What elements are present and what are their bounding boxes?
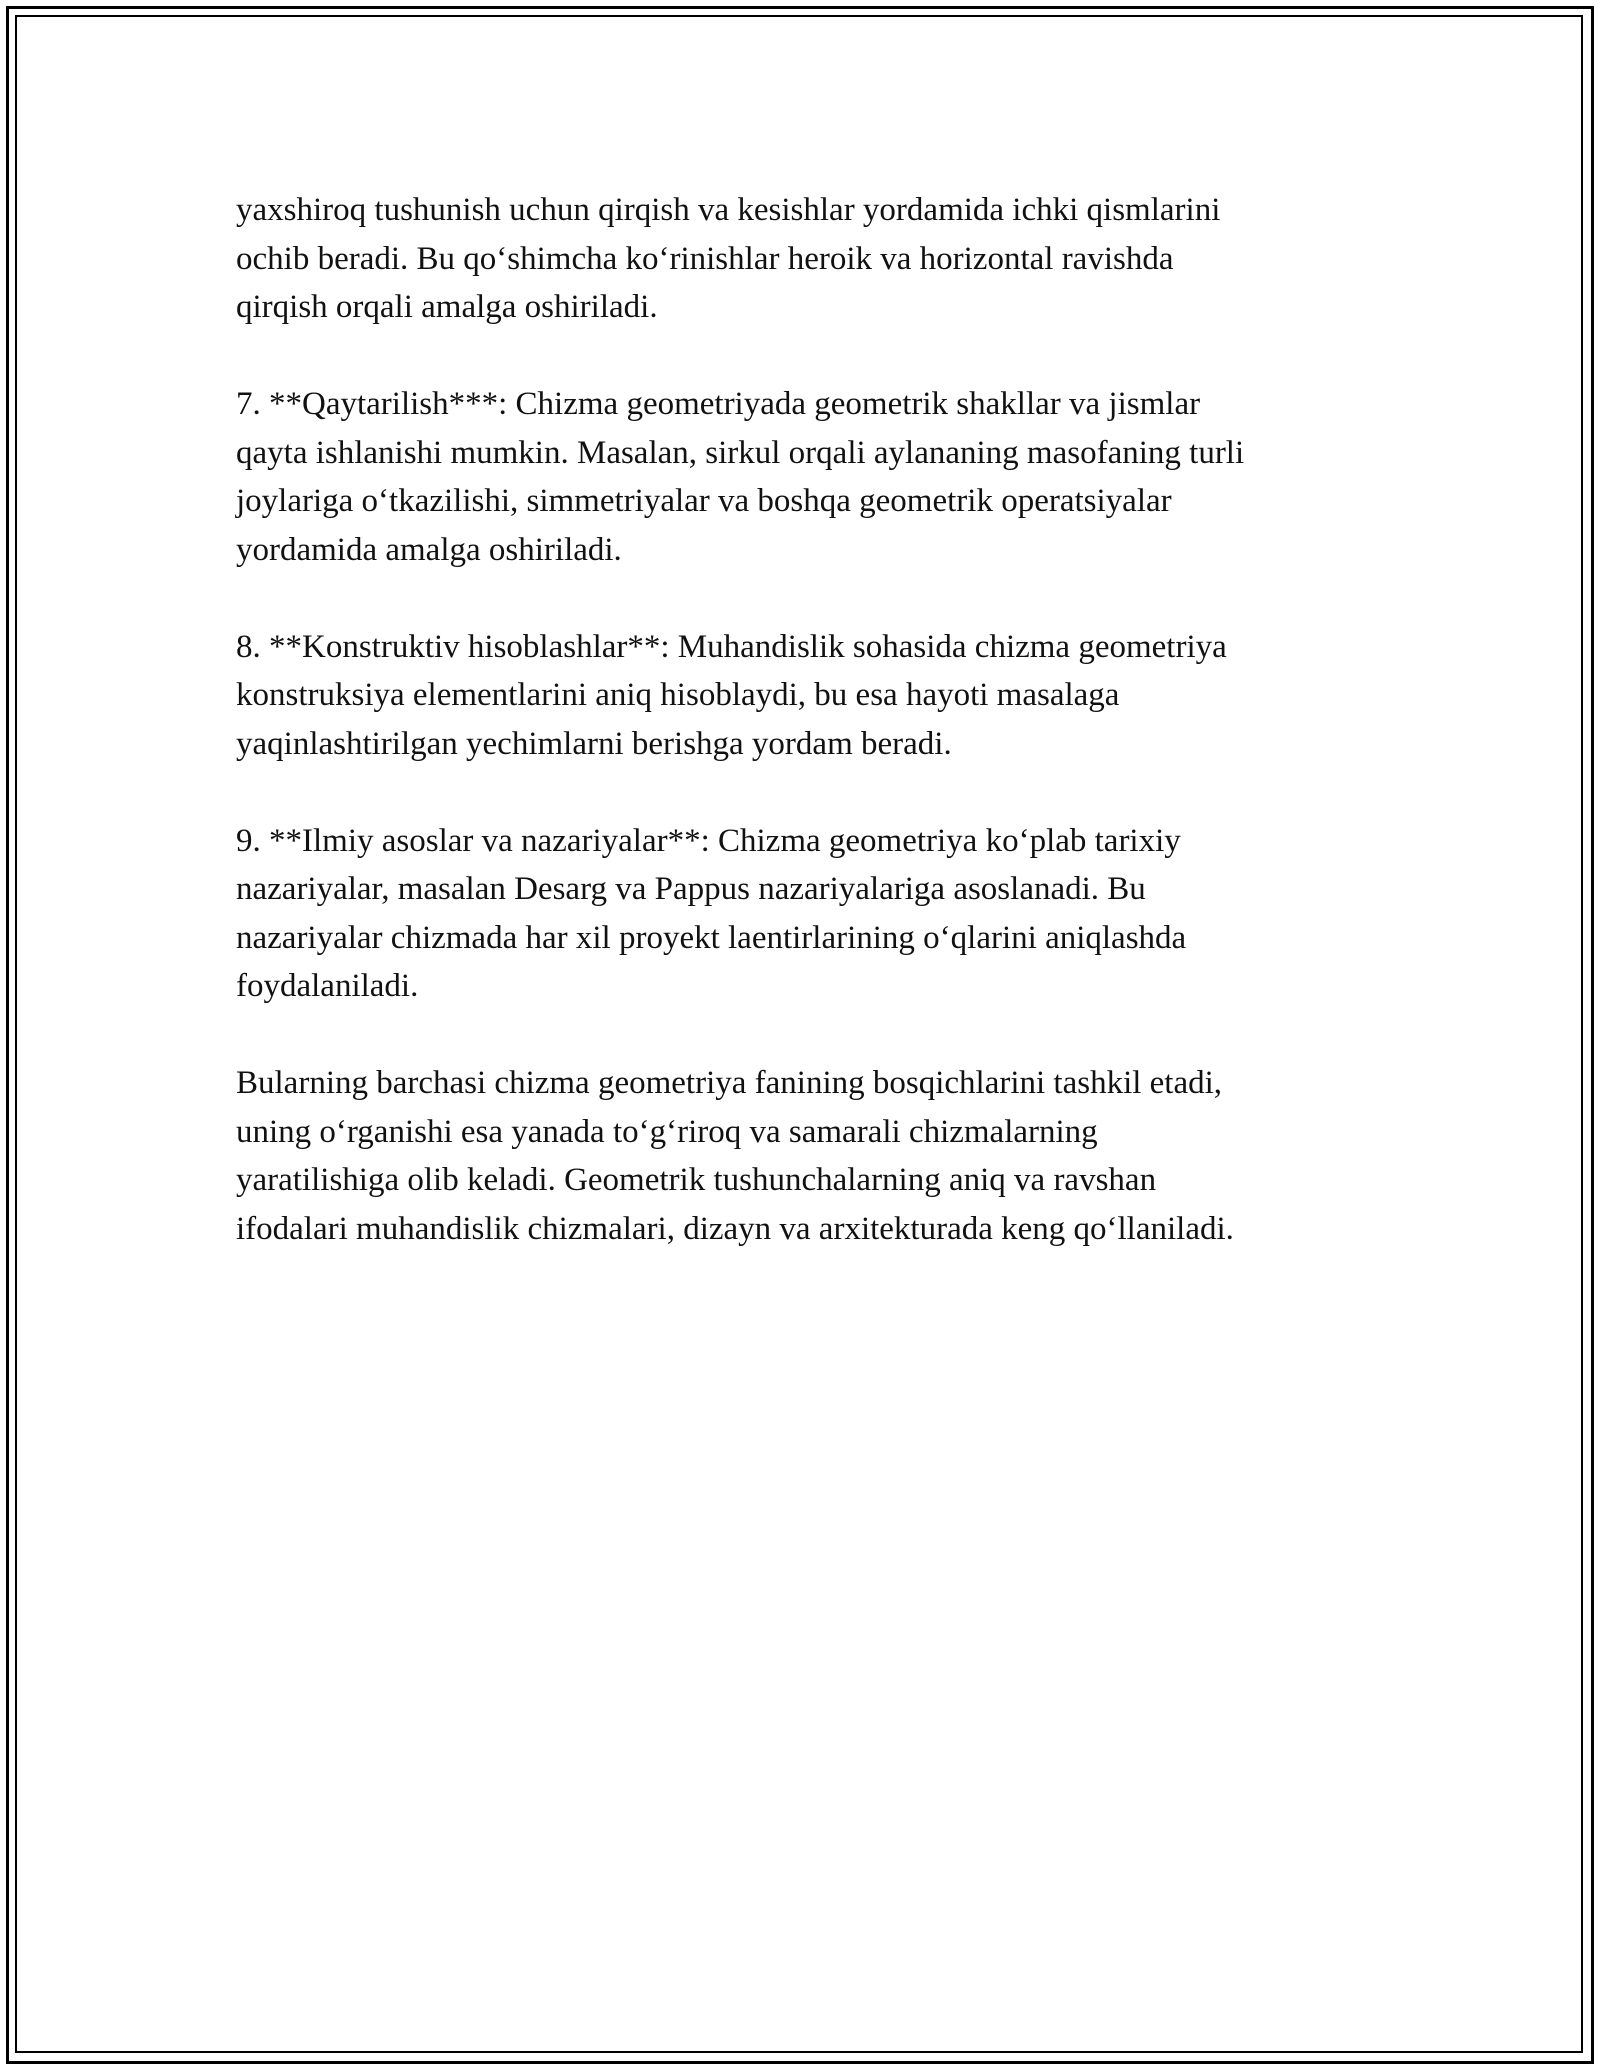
paragraph-item-8: 8. **Konstruktiv hisoblashlar**: Muhandislik sohasida chizma geometriya konstruksiya elementlarini aniq hisoblaydi, bu esa hayoti masalaga yaqinlashtirilgan yechimlarni berishga yordam beradi. — [236, 628, 1227, 762]
paragraph-continuation: yaxshiroq tushunish uchun qirqish va kesishlar yordamida ichki qismlarini ochib beradi. Bu qo‘shimcha ko‘rinishlar heroik va horizontal ravishda qirqish orqali amalga oshiriladi. — [236, 192, 1221, 325]
paragraph-item-7: 7. **Qaytarilish***: Chizma geometriyada geometrik shakllar va jismlar qayta ishlanishi mumkin. Masalan, sirkul orqali aylananing masofaning turli joylariga o‘tkazilishi, simmetriyalar va boshqa geometrik operatsiyalar yordamida amalga oshiriladi. — [236, 386, 1245, 568]
paragraph-conclusion: Bularning barchasi chizma geometriya fanining bosqichlarini tashkil etadi, uning o‘rganishi esa yanada to‘g‘riroq va samarali chizmalarning yaratilishiga olib keladi. Geometrik tushunchalarning aniq va ravshan ifodalari muhandislik chizmalari, dizayn va arxitekturada keng qo‘llaniladi. — [236, 1065, 1234, 1247]
paragraph-item-9: 9. **Ilmiy asoslar va nazariyalar**: Chizma geometriya ko‘plab tarixiy nazariyalar, masalan Desarg va Pappus nazariyalariga asoslanadi. Bu nazariyalar chizmada har xil proyekt laentirlarining o‘qlarini aniqlashda foydalaniladi. — [236, 822, 1187, 1004]
document-body — [236, 186, 1366, 1302]
